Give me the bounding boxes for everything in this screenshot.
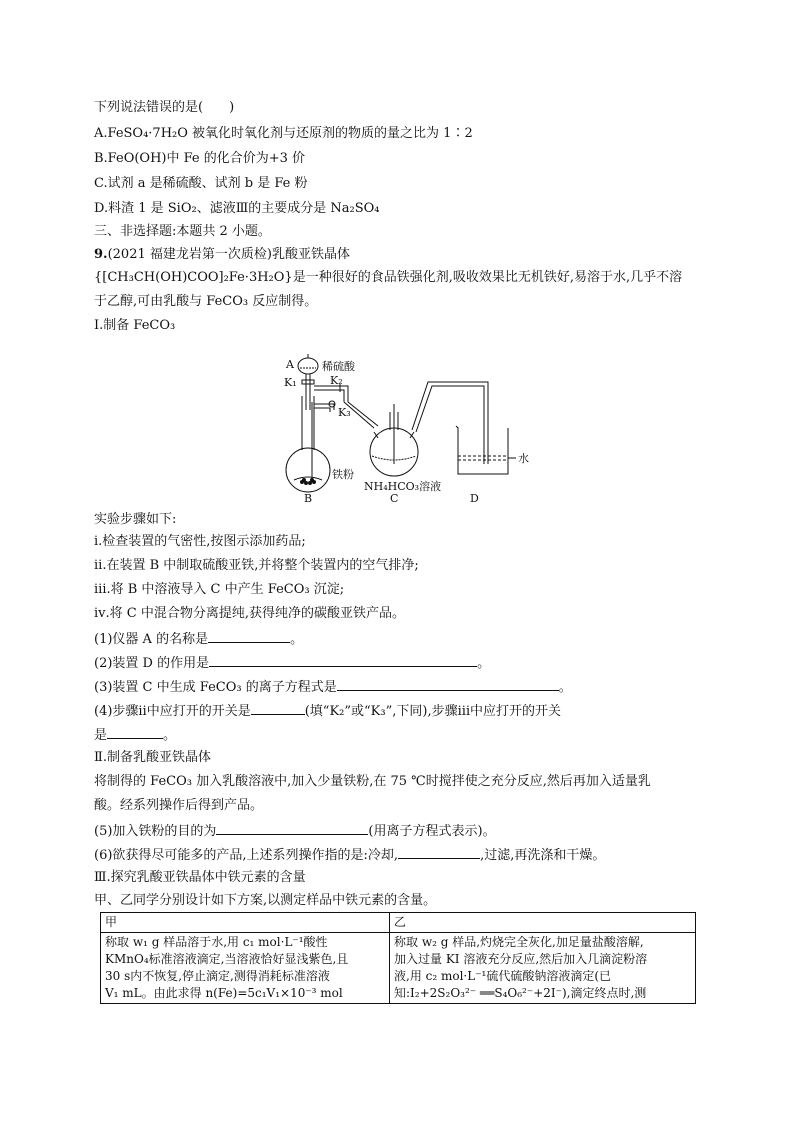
methods-table [100, 912, 696, 1004]
table-header-yi: 乙 [390, 913, 696, 933]
steps-title: 实验步骤如下: [94, 512, 177, 527]
subquestion-2 [94, 652, 490, 674]
question-number: 9. [94, 247, 108, 262]
subquestion-5-text: (5)加入铁粉的目的为 [94, 824, 217, 839]
answer-blank-4b[interactable] [107, 724, 163, 739]
subquestion-5 [94, 820, 496, 842]
period: 。 [290, 632, 304, 647]
label-c: C [390, 492, 399, 505]
subquestion-4 [94, 700, 561, 722]
table-cell-yi [390, 933, 696, 1004]
yi-line: 加入过量 KI 溶液充分反应,然后加入几滴淀粉溶 [394, 952, 648, 966]
label-iron-powder: 铁粉 [332, 468, 354, 481]
beaker-d [456, 426, 516, 474]
jia-line: V₁ mL。由此求得 n(Fe)=5c₁V₁×10⁻³ mol [105, 986, 343, 1000]
yi-line: 知:I₂+2S₂O₃²⁻ ══S₄O₆²⁻+2I⁻),滴定终点时,测 [394, 986, 647, 1000]
question-9-intro [94, 245, 350, 265]
period: 。 [477, 656, 491, 671]
answer-blank-4a[interactable] [251, 700, 305, 715]
period: 。 [558, 680, 572, 695]
answer-blank-2[interactable] [209, 652, 477, 667]
subquestion-4-text: (4)步骤ⅱ中应打开的开关是 [94, 704, 251, 719]
table-cell-jia [101, 933, 390, 1004]
step-4: ⅳ.将 C 中混合物分离提纯,获得纯净的碳酸亚铁产品。 [94, 606, 405, 621]
subquestion-3-text: (3)装置 C 中生成 FeCO₃ 的离子方程式是 [94, 680, 337, 695]
label-k1: K₁ [284, 376, 297, 389]
subquestion-5-text-cont: (用离子方程式表示)。 [368, 824, 496, 839]
part-1-heading: Ⅰ.制备 FeCO₃ [94, 318, 176, 333]
question-stem: 下列说法错误的是( ) [94, 100, 235, 115]
label-k2: K₂ [330, 374, 343, 387]
subquestion-4-text-end: 是 [94, 728, 108, 743]
part-2-line1: 将制得的 FeCO₃ 加入乳酸溶液中,加入少量铁粉,在 75 ℃时搅拌使之充分反应,然后再加入适量乳 [94, 774, 651, 789]
flask-b [286, 396, 330, 492]
answer-blank-3[interactable] [337, 676, 559, 691]
option-c: C.试剂 a 是稀硫酸、试剂 b 是 Fe 粉 [94, 176, 308, 191]
option-a: A.FeSO₄·7H₂O 被氧化时氧化剂与还原剂的物质的量之比为 1∶2 [94, 126, 473, 141]
label-d: D [470, 492, 479, 505]
answer-blank-5[interactable] [216, 820, 368, 835]
part-3-heading: Ⅲ.探究乳酸亚铁晶体中铁元素的含量 [94, 870, 306, 885]
yi-line: 液,用 c₂ mol·L⁻¹硫代硫酸钠溶液滴定(已 [394, 969, 612, 983]
subquestion-6-text: (6)欲获得尽可能多的产品,上述系列操作指的是:冷却, [94, 848, 399, 863]
separatory-funnel [298, 354, 318, 410]
step-1: ⅰ.检查装置的气密性,按图示添加药品; [94, 534, 306, 549]
jia-line: KMnO₄标准溶液滴定,当溶液恰好显浅紫色,且 [105, 952, 349, 966]
section-heading: 三、非选择题:本题共 2 小题。 [94, 224, 271, 239]
label-nh4hco3: NH₄HCO₃溶液 [364, 480, 442, 493]
yi-line: 称取 w₂ g 样品,灼烧完全灰化,加足量盐酸溶解, [394, 935, 644, 949]
answer-blank-6[interactable] [398, 844, 480, 859]
subquestion-1 [94, 628, 303, 650]
question-9-line3: 于乙醇,可由乳酸与 FeCO₃ 反应制得。 [94, 294, 318, 309]
label-dilute-acid: 稀硫酸 [322, 360, 355, 373]
subquestion-4-text-cont: (填“K₂”或“K₃”,下同),步骤ⅲ中应打开的开关 [304, 704, 562, 719]
subquestion-4-line2 [94, 724, 176, 746]
subquestion-1-text: (1)仪器 A 的名称是 [94, 632, 209, 647]
label-a: A [286, 358, 294, 371]
label-b: B [304, 492, 313, 505]
apparatus-diagram [282, 352, 529, 505]
table-header-jia: 甲 [101, 913, 390, 933]
subquestion-3 [94, 676, 572, 698]
answer-blank-1[interactable] [208, 628, 290, 643]
label-k3: K₃ [338, 406, 351, 419]
subquestion-2-text: (2)装置 D 的作用是 [94, 656, 210, 671]
question-9-line2: {[CH₃CH(OH)COO]₂Fe·3H₂O}是一种很好的食品铁强化剂,吸收效果比无机铁好,易溶于水,几乎不溶 [94, 270, 683, 285]
step-2: ⅱ.在装置 B 中制取硫酸亚铁,并将整个装置内的空气排净; [94, 558, 419, 573]
subquestion-6 [94, 844, 605, 866]
part-2-line2: 酸。经系列操作后得到产品。 [94, 798, 264, 813]
period: 。 [163, 728, 177, 743]
step-3: ⅲ.将 B 中溶液导入 C 中产生 FeCO₃ 沉淀; [94, 582, 345, 597]
part-2-heading: Ⅱ.制备乳酸亚铁晶体 [94, 750, 211, 765]
option-d: D.料渣 1 是 SiO₂、滤液Ⅲ的主要成分是 Na₂SO₄ [94, 201, 380, 216]
question-source: (2021 福建龙岩第一次质检)乳酸亚铁晶体 [107, 247, 350, 262]
outlet-tube [412, 382, 488, 464]
jia-line: 称取 w₁ g 样品溶于水,用 c₁ mol·L⁻¹酸性 [105, 935, 328, 949]
option-b: B.FeO(OH)中 Fe 的化合价为+3 价 [94, 151, 306, 166]
label-water: 水 [518, 452, 529, 465]
jia-line: 30 s内不恢复,停止滴定,测得消耗标准溶液 [105, 969, 330, 983]
part-3-line1: 甲、乙同学分别设计如下方案,以测定样品中铁元素的含量。 [94, 893, 437, 908]
flask-c [370, 404, 418, 476]
subquestion-6-text-cont: ,过滤,再洗涤和干燥。 [480, 848, 606, 863]
